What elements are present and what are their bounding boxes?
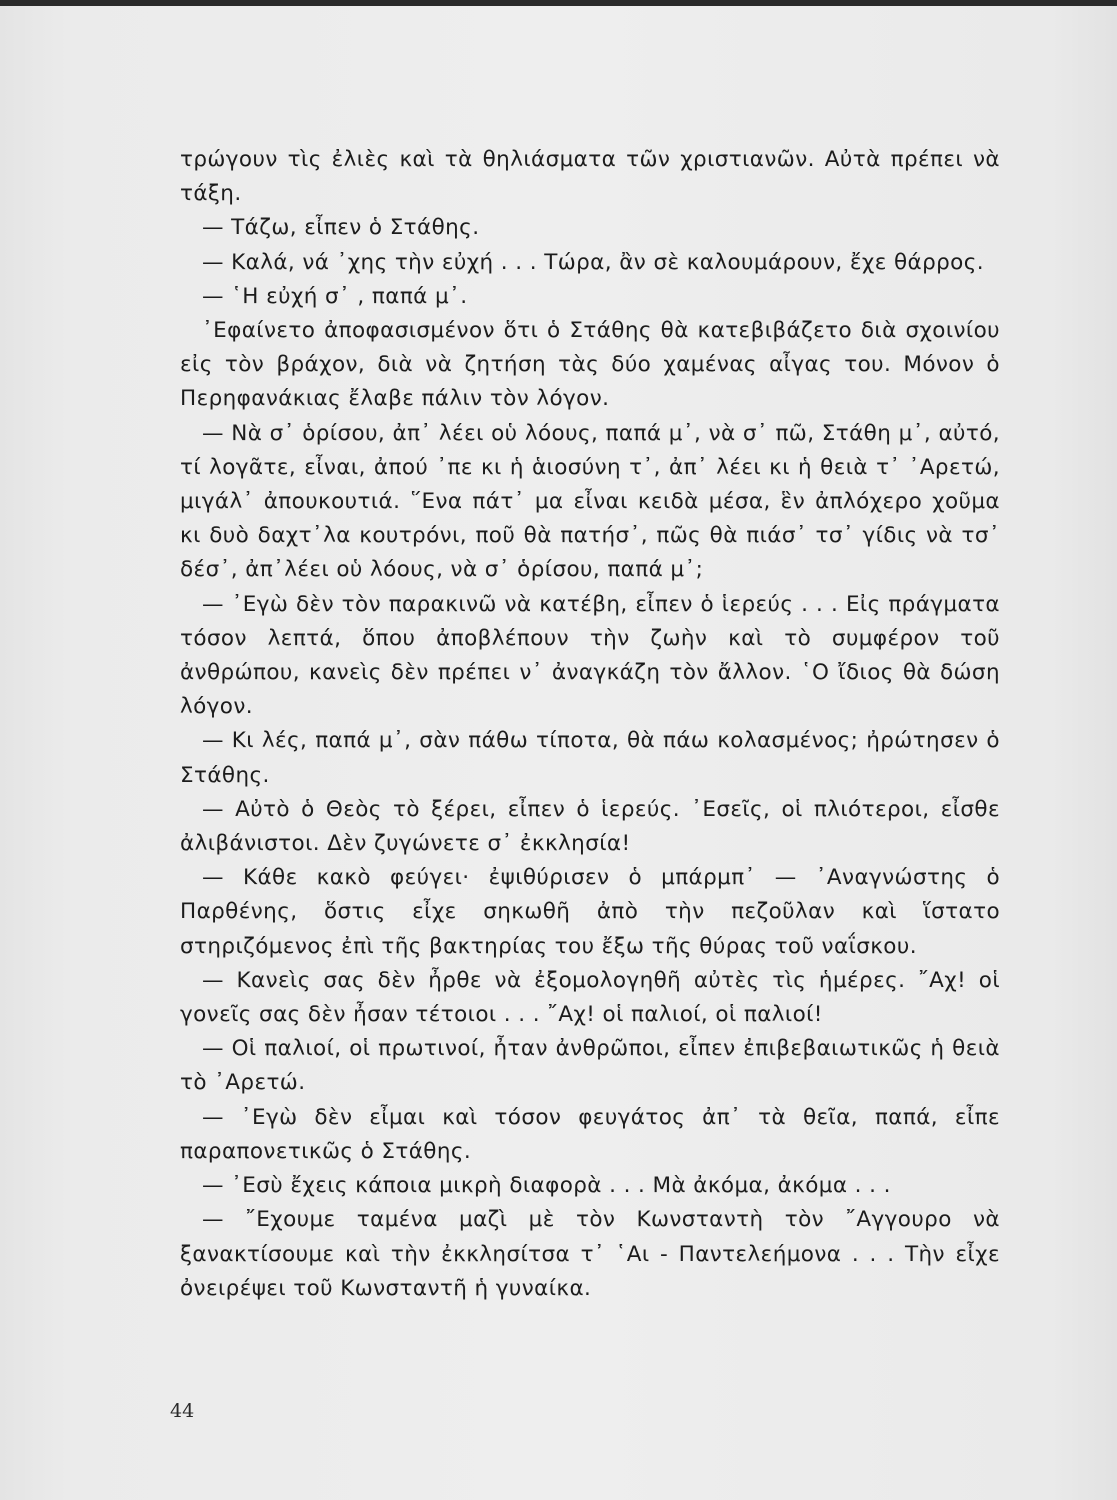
paragraph: — Κι λές, παπά μ᾽, σὰν πάθω τίποτα, θὰ πάω κολασμένος; ἠρώτησεν ὁ Στάθης. [180,728,1000,788]
body-text [180,143,1000,1306]
paragraph: — ᾽Εσὺ ἔχεις κάποια μικρὴ διαφορὰ . . . Μὰ ἀκόμα, ἀκόμα . . . [202,1173,891,1199]
paragraph: τρώγουν τὶς ἐλιὲς καὶ τὰ θηλιάσματα τῶν χριστιανῶν. Αὐτὰ πρέπει νὰ τάξη. [180,147,1000,207]
paragraph: ᾽Εφαίνετο ἀποφασισμένον ὅτι ὁ Στάθης θὰ κατεβιβάζετο διὰ σχοινίου εἰς τὸν βράχον, διὰ νὰ ζητήση τὰς δύο χαμένας αἶγας του. Μόνον ὁ Περηφανάκιας ἔλαβε πάλιν τὸν λόγον. [180,318,1000,412]
paragraph: — Κανεὶς σας δὲν ἦρθε νὰ ἐξομολογηθῆ αὐτὲς τὶς ἡμέρες. ῎Αχ! οἱ γονεῖς σας δὲν ἦσαν τέτοιοι . . . ῎Αχ! οἱ παλιοί, οἱ παλιοί! [180,967,1000,1028]
paragraph: — Οἱ παλιοί, οἱ πρωτινοί, ἦταν ἀνθρῶποι, εἶπεν ἐπιβεβαιωτικῶς ἡ θειὰ τὸ ᾽Αρετώ. [180,1036,1000,1096]
paragraph: — Καλά, νά ᾽χης τὴν εὐχή . . . Τώρα, ἂν σὲ καλουμάρουν, ἔχε θάρρος. [202,249,984,275]
paragraph: — ᾽Εγὼ δὲν εἶμαι καὶ τόσον φευγάτος ἀπ᾽ τὰ θεῖα, παπά, εἶπε παραπονετικῶς ὁ Στάθης. [180,1104,1000,1164]
paragraph: — Κάθε κακὸ φεύγει· ἐψιθύρισεν ὁ μπάρμπ᾽ — ᾽Αναγνώστης ὁ Παρθένης, ὅστις εἶχε σηκωθῆ ἀπὸ τὴν πεζοῦλαν καὶ ἵστατο στηριζόμενος ἐπὶ τῆς βακτηρίας του ἔξω τῆς θύρας τοῦ ναΐσκου. [180,865,1000,959]
paragraph: — Τάζω, εἶπεν ὁ Στάθης. [202,215,480,241]
paragraph: — ᾽Εγὼ δὲν τὸν παρακινῶ νὰ κατέβη, εἶπεν ὁ ἱερεύς . . . Εἰς πράγματα τόσον λεπτά, ὅπου ἀποβλέπουν τὴν ζωὴν καὶ τὸ συμφέρον τοῦ ἀνθρώπου, κανεὶς δὲν πρέπει ν᾽ ἀναγκάζη τὸν ἄλλον. ῾Ο ἴδιος θὰ δώση λόγον. [180,591,1000,720]
paragraph: — ῾Η εὐχή σ᾽ , παπά μ᾽. [202,283,468,309]
paragraph: — Νὰ σ᾽ ὁρίσου, ἀπ᾽ λέει οὑ λόους, παπά μ᾽, νὰ σ᾽ πῶ, Στάθη μ᾽, αὐτό, τί λογᾶτε, εἶναι, ἀπού ᾽πε κι ἡ ἁιοσύνη τ᾽, ἀπ᾽ λέει κι ἡ θειὰ τ᾽ ᾽Αρετώ, μιγάλ᾽ ἀπουκουτιά. ῞Ενα πάτ᾽ μα εἶναι κειδὰ μέσα, ἓν ἀπλόχερο χοῦμα κι δυὸ δαχτ᾽λα κουτρόνι, ποῦ θὰ πατήσ᾽, πῶς θὰ πιάσ᾽ τσ᾽ γίδις νὰ τσ᾽ δέσ᾽, ἀπ᾽λέει οὑ λόους, νὰ σ᾽ ὁρίσου, παπά μ᾽; [180,420,1000,583]
paragraph: — ῎Εχουμε ταμένα μαζὶ μὲ τὸν Κωνσταντὴ τὸν ῎Αγγουρο νὰ ξανακτίσουμε καὶ τὴν ἐκκλησίτσα τ᾽ ῾Αι - Παντελεήμονα . . . Τὴν εἶχε ὀνειρέψει τοῦ Κωνσταντῆ ἡ γυναίκα. [180,1207,1000,1301]
page-number: 44 [170,1400,195,1422]
paragraph: — Αὐτὸ ὁ Θεὸς τὸ ξέρει, εἶπεν ὁ ἱερεύς. ᾽Εσεῖς, οἱ πλιότεροι, εἶσθε ἀλιβάνιστοι. Δὲν ζυγώνετε σ᾽ ἐκκλησία! [180,796,1000,857]
